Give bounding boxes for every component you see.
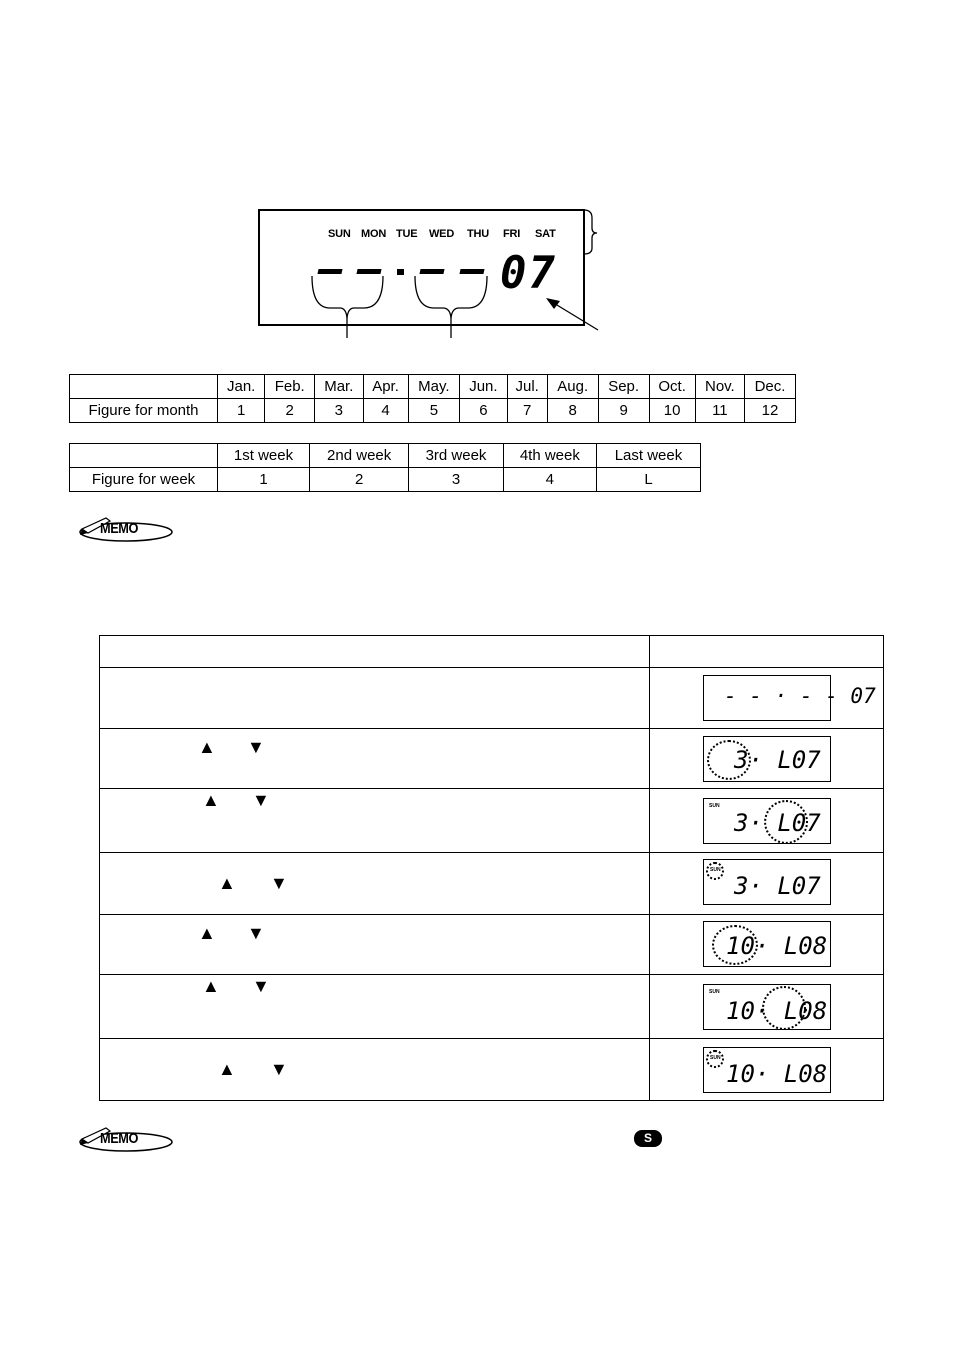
table-cell: 2 bbox=[265, 399, 315, 423]
row-divider bbox=[100, 728, 883, 729]
table-cell: 5 bbox=[408, 399, 460, 423]
memo-label: MEMO bbox=[100, 1130, 138, 1147]
day-fri: FRI bbox=[503, 228, 521, 240]
table-header-cell: 4th week bbox=[503, 444, 596, 468]
table-cell: 3 bbox=[315, 399, 364, 423]
table-row-label: Figure for month bbox=[70, 399, 218, 423]
table-cell: 1 bbox=[218, 468, 310, 492]
display-readout: 3· L07 bbox=[734, 872, 821, 900]
display-readout: 10· L08 bbox=[726, 997, 828, 1025]
s-button-icon: S bbox=[634, 1130, 662, 1147]
table-header-cell: Aug. bbox=[547, 375, 598, 399]
up-arrow-icon: ▲ bbox=[198, 737, 216, 757]
table-header-cell bbox=[70, 375, 218, 399]
table-header-cell: Sep. bbox=[598, 375, 649, 399]
steps-table bbox=[99, 635, 884, 1101]
display-readout: 3· L07 bbox=[734, 746, 821, 774]
display-readout: 3· L07 bbox=[734, 809, 821, 837]
row-divider bbox=[100, 788, 883, 789]
display-preview bbox=[703, 736, 831, 782]
up-arrow-icon: ▲ bbox=[218, 1059, 236, 1079]
up-arrow-icon: ▲ bbox=[218, 873, 236, 893]
memo-badge bbox=[78, 1127, 174, 1153]
week-figure-table bbox=[69, 443, 701, 492]
row-divider bbox=[100, 852, 883, 853]
table-header-cell: Last week bbox=[596, 444, 700, 468]
table-cell: 1 bbox=[218, 399, 265, 423]
memo-label: MEMO bbox=[100, 520, 138, 537]
column-divider bbox=[649, 636, 650, 1100]
day-tue: TUE bbox=[396, 228, 418, 240]
table-header-cell: Nov. bbox=[695, 375, 744, 399]
up-arrow-icon: ▲ bbox=[198, 923, 216, 943]
day-sun: SUN bbox=[328, 228, 351, 240]
display-preview bbox=[703, 921, 831, 967]
day-mon: MON bbox=[361, 228, 387, 240]
display-day: SUN bbox=[709, 989, 720, 995]
table-header-cell: Dec. bbox=[745, 375, 796, 399]
day-thu: THU bbox=[467, 228, 490, 240]
table-header-cell: Jun. bbox=[460, 375, 507, 399]
up-arrow-icon: ▲ bbox=[202, 976, 220, 996]
day-wed: WED bbox=[429, 228, 455, 240]
display-preview bbox=[703, 1047, 831, 1093]
table-header-cell: 2nd week bbox=[310, 444, 409, 468]
month-figure-table bbox=[69, 374, 796, 423]
table-cell: 11 bbox=[695, 399, 744, 423]
table-header-cell: Feb. bbox=[265, 375, 315, 399]
row-divider bbox=[100, 974, 883, 975]
table-cell: 7 bbox=[507, 399, 547, 423]
table-cell: 8 bbox=[547, 399, 598, 423]
table-header-cell: Jul. bbox=[507, 375, 547, 399]
day-sat: SAT bbox=[535, 228, 556, 240]
table-header-cell bbox=[70, 444, 218, 468]
table-header-cell: 3rd week bbox=[409, 444, 503, 468]
table-cell: L bbox=[596, 468, 700, 492]
table-row-label: Figure for week bbox=[70, 468, 218, 492]
row-divider bbox=[100, 667, 883, 668]
table-cell: 10 bbox=[649, 399, 695, 423]
display-readout: - - · - - 07 bbox=[724, 684, 876, 708]
table-header-cell: May. bbox=[408, 375, 460, 399]
display-day: SUN bbox=[709, 803, 720, 809]
down-arrow-icon: ▼ bbox=[247, 923, 265, 943]
display-readout: 10· L08 bbox=[726, 1060, 828, 1088]
table-header-cell: Jan. bbox=[218, 375, 265, 399]
down-arrow-icon: ▼ bbox=[270, 873, 288, 893]
table-cell: 4 bbox=[503, 468, 596, 492]
table-header-cell: 1st week bbox=[218, 444, 310, 468]
lcd-readout: 07 bbox=[500, 248, 557, 299]
display-day: SUN bbox=[710, 867, 721, 873]
table-cell: 9 bbox=[598, 399, 649, 423]
table-cell: 2 bbox=[310, 468, 409, 492]
callout-lines bbox=[300, 200, 620, 340]
row-divider bbox=[100, 914, 883, 915]
display-preview bbox=[703, 798, 831, 844]
memo-badge bbox=[78, 517, 174, 543]
display-day: SUN bbox=[710, 1055, 721, 1061]
row-divider bbox=[100, 1038, 883, 1039]
down-arrow-icon: ▼ bbox=[252, 976, 270, 996]
table-header-cell: Apr. bbox=[363, 375, 408, 399]
table-cell: 3 bbox=[409, 468, 503, 492]
display-readout: 10· L08 bbox=[726, 932, 828, 960]
display-preview bbox=[703, 859, 831, 905]
down-arrow-icon: ▼ bbox=[252, 790, 270, 810]
down-arrow-icon: ▼ bbox=[247, 737, 265, 757]
table-header-cell: Mar. bbox=[315, 375, 364, 399]
table-cell: 12 bbox=[745, 399, 796, 423]
down-arrow-icon: ▼ bbox=[270, 1059, 288, 1079]
up-arrow-icon: ▲ bbox=[202, 790, 220, 810]
table-header-cell: Oct. bbox=[649, 375, 695, 399]
table-cell: 4 bbox=[363, 399, 408, 423]
table-cell: 6 bbox=[460, 399, 507, 423]
display-preview bbox=[703, 675, 876, 721]
display-preview bbox=[703, 984, 831, 1030]
